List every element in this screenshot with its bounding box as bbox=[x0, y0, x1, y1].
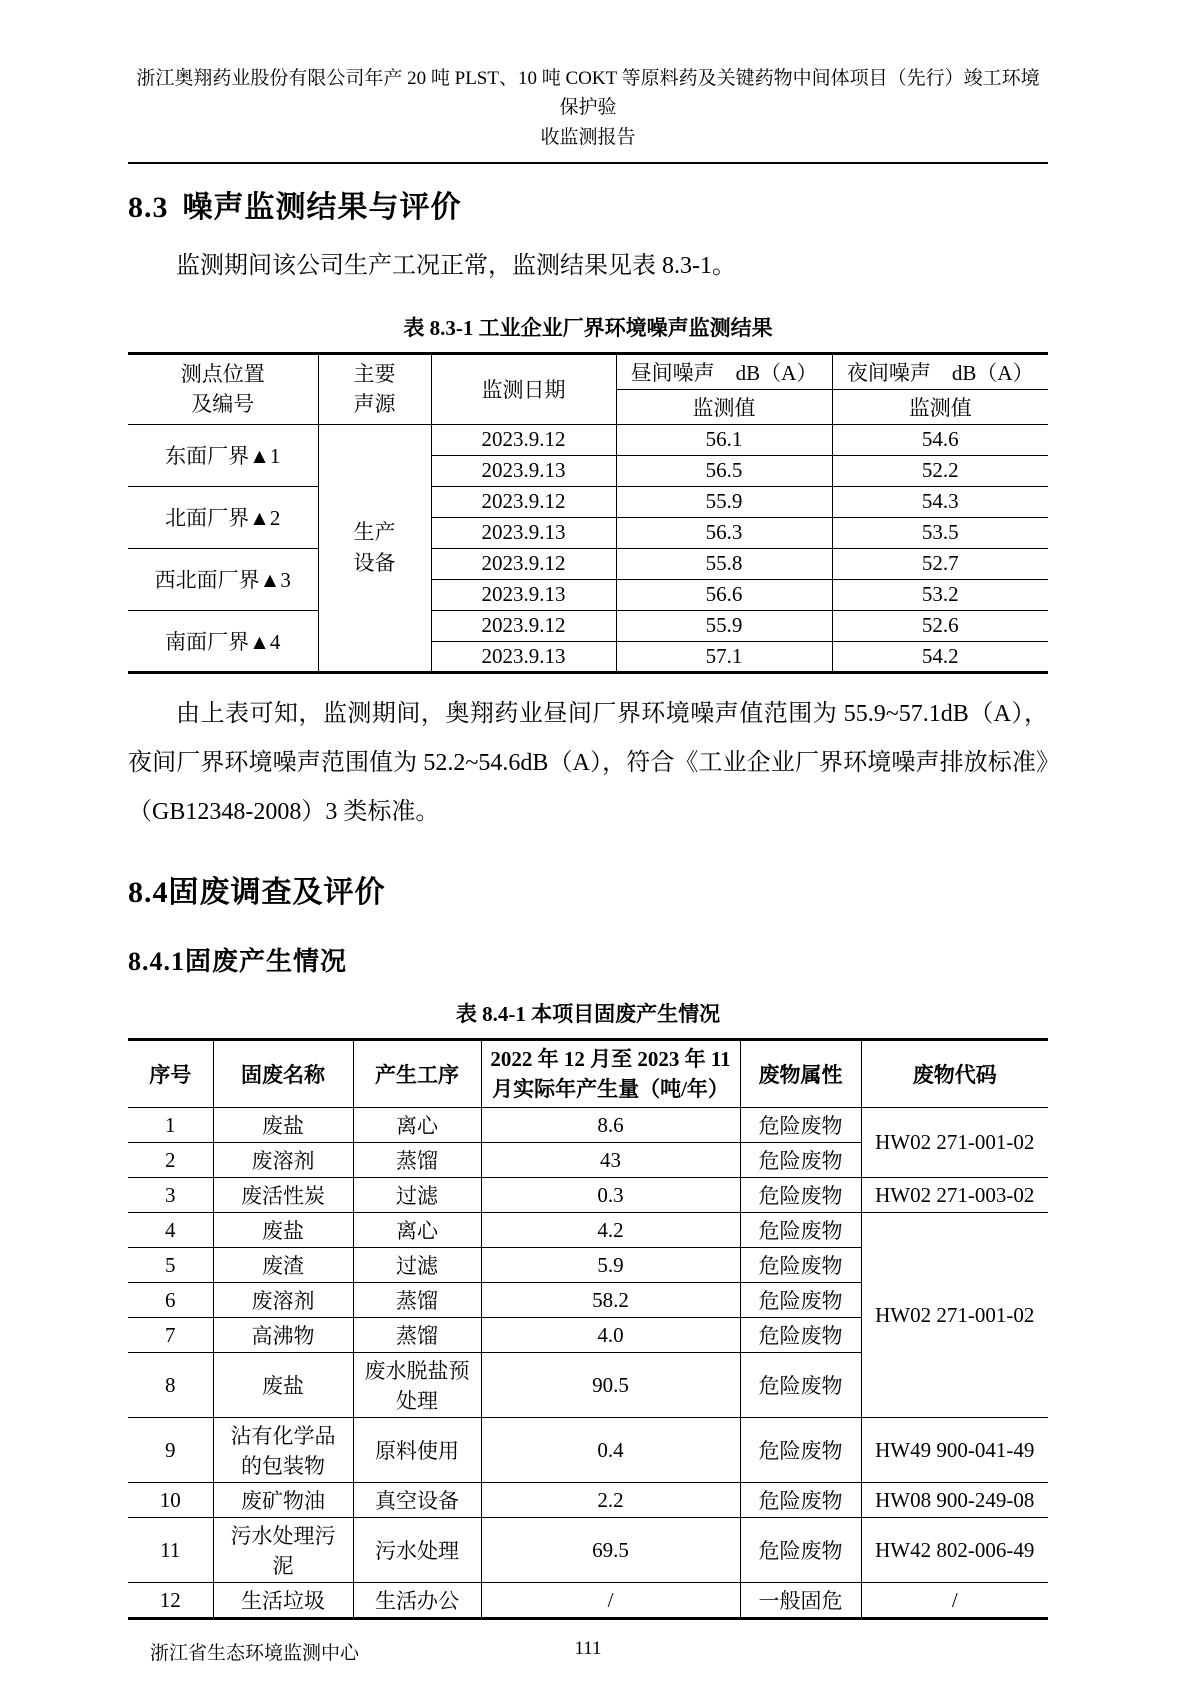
waste-process: 过滤 bbox=[353, 1248, 481, 1283]
table-row bbox=[128, 1583, 1048, 1619]
noise-main-source: 生产 设备 bbox=[318, 424, 431, 672]
waste-name: 生活垃圾 bbox=[213, 1583, 353, 1619]
noise-day-value: 56.1 bbox=[616, 424, 832, 455]
document-header-line1: 浙江奥翔药业股份有限公司年产 20 吨 PLST、10 吨 COKT 等原料药及关键药物中间体项目（先行）竣工环境保护验 bbox=[136, 68, 1040, 119]
waste-amount: 8.6 bbox=[481, 1108, 740, 1143]
waste-attribute: 危险废物 bbox=[740, 1283, 861, 1318]
noise-location-north: 北面厂界▲2 bbox=[128, 486, 318, 548]
waste-table-caption: 表 8.4-1 本项目固废产生情况 bbox=[455, 1002, 721, 1027]
waste-name: 高沸物 bbox=[213, 1318, 353, 1353]
noise-header-source: 主要 声源 bbox=[318, 353, 431, 424]
noise-night-value: 52.2 bbox=[832, 455, 1048, 486]
waste-no: 4 bbox=[128, 1213, 213, 1248]
waste-amount: 5.9 bbox=[481, 1248, 740, 1283]
waste-code: HW42 802-006-49 bbox=[861, 1518, 1048, 1583]
waste-no: 12 bbox=[128, 1583, 213, 1619]
noise-day-value: 57.1 bbox=[616, 641, 832, 672]
noise-location-east: 东面厂界▲1 bbox=[128, 424, 318, 486]
noise-date: 2023.9.13 bbox=[431, 517, 616, 548]
page-footer bbox=[128, 1638, 1048, 1664]
section-8-4-number: 8.4 bbox=[128, 876, 169, 910]
noise-day-value: 55.9 bbox=[616, 486, 832, 517]
table-row bbox=[128, 610, 1048, 641]
waste-name: 污水处理污泥 bbox=[213, 1518, 353, 1583]
noise-header-night-value: 监测值 bbox=[832, 389, 1048, 424]
section-8-4-heading bbox=[128, 867, 1048, 911]
waste-no: 11 bbox=[128, 1518, 213, 1583]
waste-amount: 0.3 bbox=[481, 1178, 740, 1213]
section-8-4-1-title: 固废产生情况 bbox=[185, 947, 348, 977]
noise-monitoring-table bbox=[128, 352, 1048, 674]
noise-location-northwest: 西北面厂界▲3 bbox=[128, 548, 318, 610]
table-row bbox=[128, 424, 1048, 455]
waste-no: 2 bbox=[128, 1143, 213, 1178]
waste-attribute: 危险废物 bbox=[740, 1143, 861, 1178]
waste-attribute: 危险废物 bbox=[740, 1518, 861, 1583]
waste-process: 蒸馏 bbox=[353, 1318, 481, 1353]
noise-location-south: 南面厂界▲4 bbox=[128, 610, 318, 672]
noise-night-value: 54.6 bbox=[832, 424, 1048, 455]
table-row bbox=[128, 486, 1048, 517]
section-8-3-intro-paragraph: 监测期间该公司生产工况正常，监测结果见表 8.3-1。 bbox=[176, 253, 736, 280]
waste-code: HW49 900-041-49 bbox=[861, 1418, 1048, 1483]
table-row bbox=[128, 548, 1048, 579]
section-8-4-1-heading bbox=[128, 941, 1048, 978]
waste-name: 废溶剂 bbox=[213, 1143, 353, 1178]
waste-attribute: 危险废物 bbox=[740, 1318, 861, 1353]
waste-process: 离心 bbox=[353, 1108, 481, 1143]
noise-header-day: 昼间噪声 dB（A） bbox=[616, 353, 832, 389]
waste-name: 废活性炭 bbox=[213, 1178, 353, 1213]
waste-header-code: 废物代码 bbox=[861, 1040, 1048, 1108]
waste-amount: 58.2 bbox=[481, 1283, 740, 1318]
noise-date: 2023.9.12 bbox=[431, 610, 616, 641]
waste-amount: 43 bbox=[481, 1143, 740, 1178]
waste-amount: / bbox=[481, 1583, 740, 1619]
waste-no: 6 bbox=[128, 1283, 213, 1318]
noise-date: 2023.9.13 bbox=[431, 455, 616, 486]
noise-night-value: 54.3 bbox=[832, 486, 1048, 517]
waste-name: 废渣 bbox=[213, 1248, 353, 1283]
waste-attribute: 危险废物 bbox=[740, 1248, 861, 1283]
noise-date: 2023.9.12 bbox=[431, 486, 616, 517]
noise-header-day-value: 监测值 bbox=[616, 389, 832, 424]
waste-process: 污水处理 bbox=[353, 1518, 481, 1583]
table-row bbox=[128, 1178, 1048, 1213]
waste-process: 蒸馏 bbox=[353, 1283, 481, 1318]
waste-process: 原料使用 bbox=[353, 1418, 481, 1483]
waste-header-amount: 2022 年 12 月至 2023 年 11 月实际年产生量（吨/年） bbox=[481, 1040, 740, 1108]
waste-code: HW02 271-001-02 bbox=[861, 1108, 1048, 1178]
noise-day-value: 55.9 bbox=[616, 610, 832, 641]
waste-process: 生活办公 bbox=[353, 1583, 481, 1619]
waste-name: 废溶剂 bbox=[213, 1283, 353, 1318]
waste-code: HW08 900-249-08 bbox=[861, 1483, 1048, 1518]
waste-code: / bbox=[861, 1583, 1048, 1619]
waste-process: 真空设备 bbox=[353, 1483, 481, 1518]
waste-code: HW02 271-003-02 bbox=[861, 1178, 1048, 1213]
waste-amount: 4.2 bbox=[481, 1213, 740, 1248]
noise-day-value: 56.3 bbox=[616, 517, 832, 548]
noise-header-night: 夜间噪声 dB（A） bbox=[832, 353, 1048, 389]
noise-date: 2023.9.12 bbox=[431, 424, 616, 455]
waste-attribute: 危险废物 bbox=[740, 1108, 861, 1143]
waste-amount: 2.2 bbox=[481, 1483, 740, 1518]
waste-amount: 90.5 bbox=[481, 1353, 740, 1418]
table-row bbox=[128, 1518, 1048, 1583]
waste-name: 废盐 bbox=[213, 1213, 353, 1248]
waste-attribute: 危险废物 bbox=[740, 1213, 861, 1248]
waste-code: HW02 271-001-02 bbox=[861, 1213, 1048, 1418]
table-row bbox=[128, 1213, 1048, 1248]
table-row bbox=[128, 1418, 1048, 1483]
waste-header-name: 固废名称 bbox=[213, 1040, 353, 1108]
section-8-3-conclusion-paragraph: 由上表可知，监测期间，奥翔药业昼间厂界环境噪声值范围为 55.9~57.1dB（A），夜间厂界环境噪声范围值为 52.2~54.6dB（A），符合《工业企业厂界环境噪声排放标准》（GB12348-2008）3 类标准。 bbox=[128, 700, 1048, 825]
waste-no: 3 bbox=[128, 1178, 213, 1213]
noise-day-value: 56.5 bbox=[616, 455, 832, 486]
waste-amount: 4.0 bbox=[481, 1318, 740, 1353]
table-row bbox=[128, 1483, 1048, 1518]
waste-process: 过滤 bbox=[353, 1178, 481, 1213]
waste-amount: 0.4 bbox=[481, 1418, 740, 1483]
waste-name: 沾有化学品的包装物 bbox=[213, 1418, 353, 1483]
waste-attribute: 危险废物 bbox=[740, 1418, 861, 1483]
page-number: 111 bbox=[574, 1638, 602, 1660]
noise-date: 2023.9.12 bbox=[431, 548, 616, 579]
waste-attribute: 一般固危 bbox=[740, 1583, 861, 1619]
waste-header-no: 序号 bbox=[128, 1040, 213, 1108]
noise-date: 2023.9.13 bbox=[431, 641, 616, 672]
waste-process: 蒸馏 bbox=[353, 1143, 481, 1178]
waste-no: 8 bbox=[128, 1353, 213, 1418]
noise-table-header-row1 bbox=[128, 353, 1048, 389]
noise-night-value: 52.6 bbox=[832, 610, 1048, 641]
section-8-3-title: 噪声监测结果与评价 bbox=[182, 191, 462, 225]
noise-date: 2023.9.13 bbox=[431, 579, 616, 610]
waste-name: 废盐 bbox=[213, 1353, 353, 1418]
section-8-3-number: 8.3 bbox=[128, 191, 169, 225]
waste-no: 7 bbox=[128, 1318, 213, 1353]
noise-header-location: 测点位置 及编号 bbox=[128, 353, 318, 424]
solid-waste-table bbox=[128, 1038, 1048, 1620]
noise-header-date: 监测日期 bbox=[431, 353, 616, 424]
waste-process: 离心 bbox=[353, 1213, 481, 1248]
waste-no: 1 bbox=[128, 1108, 213, 1143]
waste-name: 废盐 bbox=[213, 1108, 353, 1143]
noise-table-caption: 表 8.3-1 工业企业厂界环境噪声监测结果 bbox=[403, 315, 773, 340]
waste-attribute: 危险废物 bbox=[740, 1353, 861, 1418]
section-8-4-title: 固废调查及评价 bbox=[168, 876, 386, 910]
footer-organization: 浙江省生态环境监测中心 bbox=[150, 1643, 360, 1665]
section-8-4-1-number: 8.4.1 bbox=[128, 947, 185, 977]
section-8-3-heading bbox=[128, 182, 1048, 226]
waste-table-header-row bbox=[128, 1040, 1048, 1108]
document-header bbox=[128, 64, 1048, 164]
table-row bbox=[128, 1108, 1048, 1143]
waste-header-attribute: 废物属性 bbox=[740, 1040, 861, 1108]
noise-night-value: 54.2 bbox=[832, 641, 1048, 672]
waste-header-process: 产生工序 bbox=[353, 1040, 481, 1108]
waste-no: 10 bbox=[128, 1483, 213, 1518]
waste-no: 9 bbox=[128, 1418, 213, 1483]
waste-attribute: 危险废物 bbox=[740, 1178, 861, 1213]
noise-night-value: 53.2 bbox=[832, 579, 1048, 610]
waste-process: 废水脱盐预处理 bbox=[353, 1353, 481, 1418]
noise-night-value: 53.5 bbox=[832, 517, 1048, 548]
waste-name: 废矿物油 bbox=[213, 1483, 353, 1518]
waste-amount: 69.5 bbox=[481, 1518, 740, 1583]
noise-day-value: 55.8 bbox=[616, 548, 832, 579]
document-header-line2: 收监测报告 bbox=[540, 126, 636, 148]
noise-day-value: 56.6 bbox=[616, 579, 832, 610]
noise-night-value: 52.7 bbox=[832, 548, 1048, 579]
waste-attribute: 危险废物 bbox=[740, 1483, 861, 1518]
waste-no: 5 bbox=[128, 1248, 213, 1283]
